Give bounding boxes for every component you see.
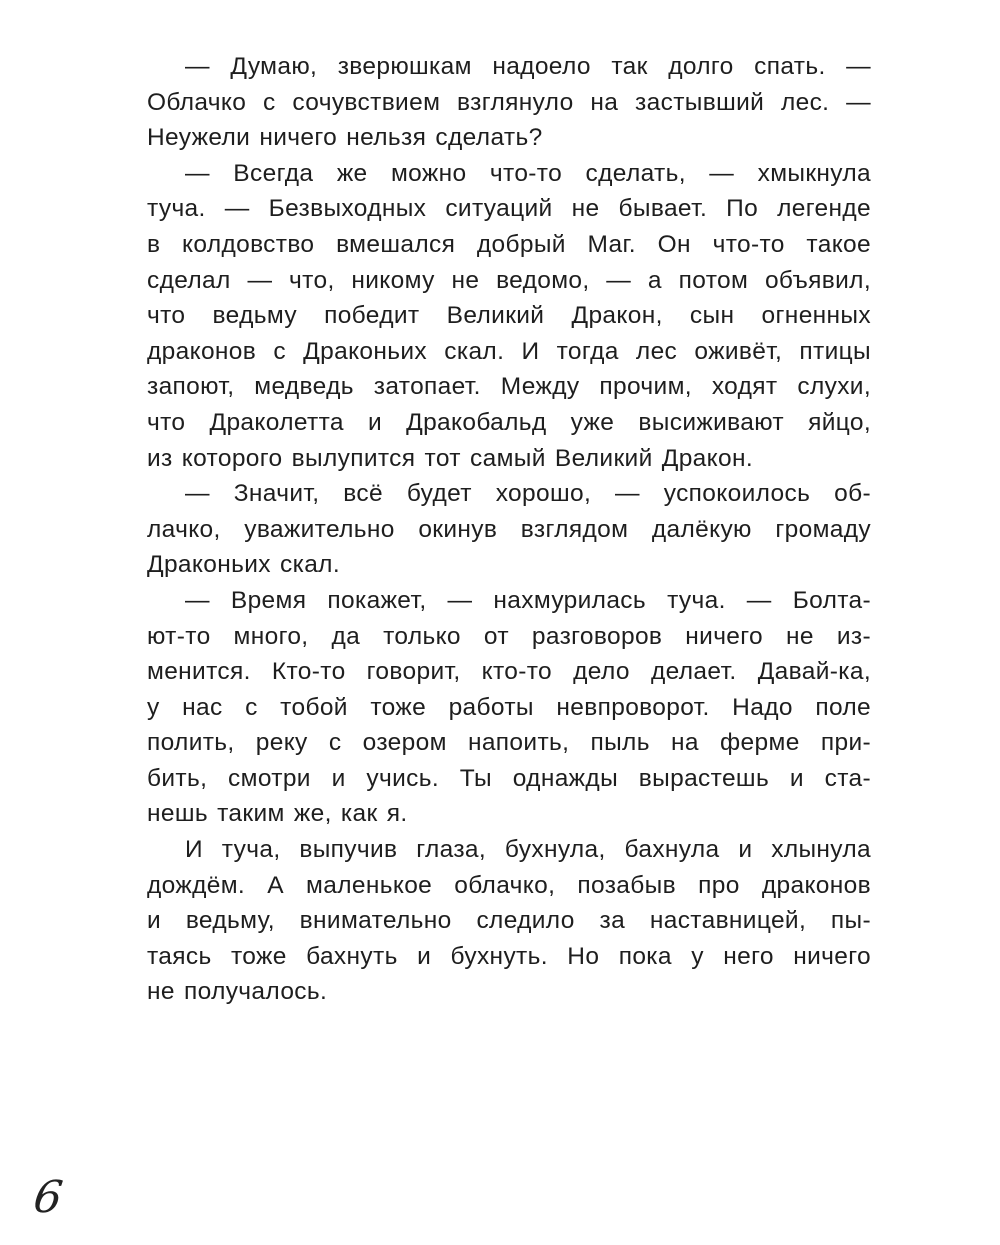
- text-line: сделал — что, никому не ведомо, — а потом объявил,: [147, 266, 871, 294]
- text-line: Драконьих скал.: [147, 551, 340, 579]
- text-line: — Всегда же можно что-то сделать, — хмыкнула: [185, 159, 871, 187]
- text-line: — Думаю, зверюшкам надоело так долго спать. —: [185, 53, 871, 80]
- paragraph-2: [147, 156, 871, 476]
- text-line: что Драколетта и Дракобальд уже высиживают яйцо,: [147, 408, 871, 436]
- text-line: Неужели ничего нельзя сделать?: [147, 124, 543, 152]
- text-line: не получалось.: [147, 978, 328, 1006]
- text-line: у нас с тобой тоже работы невпроворот. Надо поле: [147, 693, 871, 721]
- text-line: таясь тоже бахнуть и бухнуть. Но пока у него ничего: [147, 942, 871, 970]
- text-line: Облачко с сочувствием взглянуло на застывший лес. —: [147, 88, 871, 116]
- text-line: — Значит, всё будет хорошо, — успокоилось об-: [185, 480, 871, 508]
- text-line: из которого вылупится тот самый Великий Дракон.: [147, 444, 754, 472]
- text-line: нешь таким же, как я.: [147, 800, 408, 828]
- text-line: дождём. А маленькое облачко, позабыв про драконов: [147, 871, 871, 899]
- text-line: и ведьму, внимательно следило за наставницей, пы-: [147, 907, 871, 935]
- text-line: полить, реку с озером напоить, пыль на ферме при-: [147, 729, 871, 757]
- paragraph-4: [147, 583, 871, 832]
- text-line: что ведьму победит Великий Дракон, сын огненных: [147, 302, 871, 330]
- paragraph-1: [147, 49, 871, 156]
- text-line: в колдовство вмешался добрый Маг. Он что-то такое: [147, 230, 871, 258]
- text-line: И туча, выпучив глаза, бухнула, бахнула и хлынула: [185, 836, 871, 864]
- text-line: драконов с Драконьих скал. И тогда лес оживёт, птицы: [147, 337, 871, 365]
- text-line: лачко, уважительно окинув взглядом далёкую громаду: [147, 515, 871, 543]
- text-line: запоют, медведь затопает. Между прочим, ходят слухи,: [147, 373, 871, 401]
- paragraph-5: [147, 832, 871, 1010]
- text-line: ют-то много, да только от разговоров ничего не из-: [147, 622, 871, 650]
- text-line: менится. Кто-то говорит, кто-то дело делает. Давай-ка,: [147, 658, 871, 686]
- text-line: бить, смотри и учись. Ты однажды вырастешь и ста-: [147, 764, 871, 792]
- text-line: — Время покажет, — нахмурилась туча. — Болта-: [185, 586, 871, 614]
- page-number: 6: [30, 1172, 66, 1223]
- text-line: туча. — Безвыходных ситуаций не бывает. По легенде: [147, 195, 871, 223]
- paragraph-3: [147, 476, 871, 583]
- story-text: [147, 49, 871, 1010]
